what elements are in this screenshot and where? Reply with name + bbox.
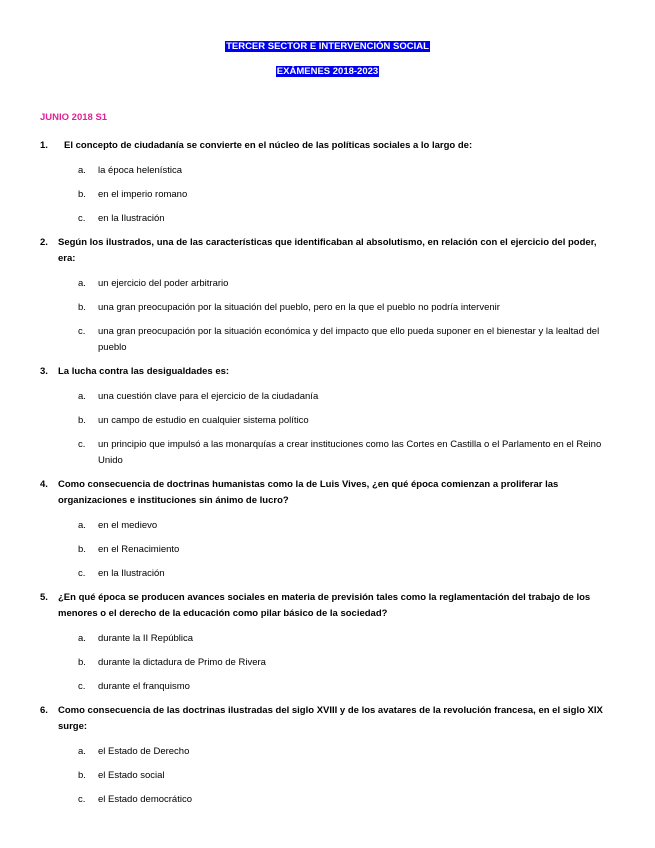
option-letter: c. xyxy=(78,439,86,450)
option-4b xyxy=(40,542,615,558)
option-text: en el imperio romano xyxy=(98,189,188,200)
option-text: una gran preocupación por la situación económica y del impacto que ello pueda suponer en el bienestar y la lealtad del pueblo xyxy=(98,326,600,353)
question-text: La lucha contra las desigualdades es: xyxy=(58,366,230,377)
option-4c xyxy=(40,566,615,582)
option-5a xyxy=(40,631,615,647)
option-letter: b. xyxy=(78,302,86,313)
option-text: el Estado democrático xyxy=(98,794,192,805)
option-6b xyxy=(40,768,615,784)
question-6 xyxy=(40,703,615,735)
option-letter: c. xyxy=(78,794,86,805)
option-2b xyxy=(40,300,615,316)
question-text: Según los ilustrados, una de las características que identificaban al absolutismo, en relación con el ejercicio del poder, era: xyxy=(58,237,597,264)
question-number: 4. xyxy=(40,479,48,490)
option-text: una gran preocupación por la situación del pueblo, pero en la que el pueblo no podría intervenir xyxy=(98,302,500,313)
option-letter: b. xyxy=(78,657,86,668)
option-letter: b. xyxy=(78,770,86,781)
question-number: 3. xyxy=(40,366,48,377)
title-highlight-1: TERCER SECTOR E INTERVENCIÓN SOCIAL xyxy=(226,41,429,52)
option-letter: c. xyxy=(78,681,86,692)
option-text: en la Ilustración xyxy=(98,213,165,224)
title-line-2 xyxy=(0,66,655,77)
option-text: durante la dictadura de Primo de Rivera xyxy=(98,657,266,668)
option-letter: b. xyxy=(78,544,86,555)
question-number: 1. xyxy=(40,140,48,151)
option-1a xyxy=(40,163,615,179)
option-2a xyxy=(40,276,615,292)
option-6a xyxy=(40,744,615,760)
option-letter: a. xyxy=(78,278,86,289)
option-text: el Estado de Derecho xyxy=(98,746,190,757)
option-text: en el medievo xyxy=(98,520,158,531)
question-2 xyxy=(40,235,615,267)
question-5 xyxy=(40,590,615,622)
question-text: El concepto de ciudadanía se convierte en el núcleo de las políticas sociales a lo largo de: xyxy=(64,140,473,151)
title-line-1 xyxy=(0,41,655,52)
option-text: la época helenística xyxy=(98,165,182,176)
option-1b xyxy=(40,187,615,203)
option-3a xyxy=(40,389,615,405)
option-letter: b. xyxy=(78,189,86,200)
option-text: un campo de estudio en cualquier sistema político xyxy=(98,415,309,426)
option-text: en la Ilustración xyxy=(98,568,165,579)
option-5c xyxy=(40,679,615,695)
option-letter: b. xyxy=(78,415,86,426)
option-text: una cuestión clave para el ejercicio de la ciudadanía xyxy=(98,391,319,402)
option-3c xyxy=(40,437,615,469)
question-3 xyxy=(40,364,615,380)
option-2c xyxy=(40,324,615,356)
option-letter: a. xyxy=(78,633,86,644)
option-6c xyxy=(40,792,615,808)
question-list xyxy=(40,138,615,816)
option-letter: c. xyxy=(78,568,86,579)
question-4 xyxy=(40,477,615,509)
option-text: un ejercicio del poder arbitrario xyxy=(98,278,229,289)
option-text: un principio que impulsó a las monarquías a crear instituciones como las Cortes en Castilla o el Parlamento en el Reino Unido xyxy=(98,439,602,466)
option-text: durante la II República xyxy=(98,633,194,644)
question-text: Como consecuencia de las doctrinas ilustradas del siglo XVIII y de los avatares de la revolución francesa, en el siglo XIX surge: xyxy=(58,705,603,732)
option-letter: a. xyxy=(78,391,86,402)
question-number: 5. xyxy=(40,592,48,603)
option-3b xyxy=(40,413,615,429)
option-letter: c. xyxy=(78,326,86,337)
option-1c xyxy=(40,211,615,227)
title-highlight-2: EXÁMENES 2018-2023 xyxy=(276,66,379,77)
option-text: en el Renacimiento xyxy=(98,544,180,555)
option-letter: c. xyxy=(78,213,86,224)
question-number: 6. xyxy=(40,705,48,716)
option-letter: a. xyxy=(78,520,86,531)
option-letter: a. xyxy=(78,165,86,176)
question-text: ¿En qué época se producen avances sociales en materia de previsión tales como la reglamentación del trabajo de los menores o el derecho de la educación como pilar básico de la sociedad? xyxy=(58,592,591,619)
question-1 xyxy=(40,138,615,154)
option-letter: a. xyxy=(78,746,86,757)
option-text: el Estado social xyxy=(98,770,165,781)
option-4a xyxy=(40,518,615,534)
question-number: 2. xyxy=(40,237,48,248)
option-5b xyxy=(40,655,615,671)
question-text: Como consecuencia de doctrinas humanistas como la de Luis Vives, ¿en qué época comienzan a proliferar las organizaciones e instituciones sin ánimo de lucro? xyxy=(58,479,559,506)
option-text: durante el franquismo xyxy=(98,681,190,692)
section-heading: JUNIO 2018 S1 xyxy=(40,112,108,123)
